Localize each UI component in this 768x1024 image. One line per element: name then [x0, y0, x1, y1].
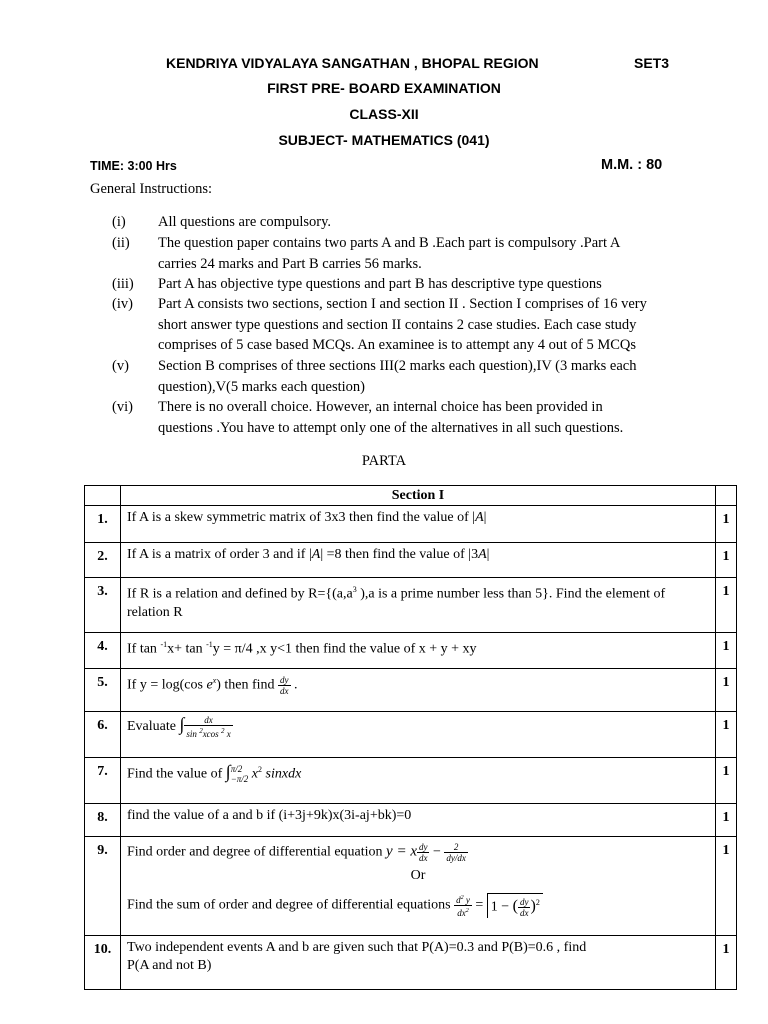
instruction-line: Part A has objective type questions and part B has descriptive type questions [158, 276, 602, 292]
question-number: 6. [85, 712, 121, 758]
time-label: TIME: 3:00 Hrs [90, 159, 177, 173]
question-text: If tan $^{-1}$x+ tan $^{-1}$y = π/4 ,x y<1 then find the value of x + y + xy [121, 633, 716, 669]
question-text: find the value of a and b if (i+3j+9k)x(3i-aj+bk)=0 [121, 804, 716, 837]
or-label: Or [410, 868, 426, 883]
question-number: 1. [85, 506, 121, 543]
question-text: Find the value of ∫ π/2 −π/2 $x^2$ sinxdx [121, 758, 716, 804]
part-title: PARTA [361, 453, 407, 469]
question-number: 4. [85, 633, 121, 669]
instruction-num: (iii) [112, 276, 134, 292]
instructions-title: General Instructions: [90, 181, 213, 197]
table-row [85, 837, 737, 936]
question-marks: 1 [716, 936, 737, 990]
question-number: 3. [85, 578, 121, 633]
org-name: KENDRIYA VIDYALAYA SANGATHAN , BHOPAL REGION [166, 55, 539, 71]
class-label: CLASS-XII [349, 106, 419, 122]
question-number: 2. [85, 543, 121, 578]
instruction-line: The question paper contains two parts A and B .Each part is compulsory .Part A [158, 235, 621, 251]
question-number: 10. [85, 936, 121, 990]
question-number: 7. [85, 758, 121, 804]
fraction: $\frac{2}{dy/dx}$ [446, 842, 466, 863]
question-text: Evaluate ∫ $\frac{dx}{\sin ^2xcos ^2 x}$ [121, 712, 716, 758]
table-row [85, 712, 737, 758]
table-row [85, 543, 737, 578]
instruction-line: short answer type questions and section II contains 2 case studies. Each case study [158, 316, 637, 333]
question-marks: 1 [716, 837, 737, 936]
question-line: P(A and not B) [127, 958, 212, 973]
question-marks: 1 [716, 578, 737, 633]
fraction: $\frac{dy}{dx}$ [280, 674, 289, 696]
set-label: SET3 [634, 55, 670, 71]
fraction: $\frac{dx}{\sin ^2xcos ^2 x}$ [186, 715, 231, 739]
instruction-line: There is no overall choice. However, an internal choice has been provided in [158, 399, 603, 415]
instruction-line: question),V(5 marks each question) [158, 378, 365, 395]
question-text: If y = log(cos $e^x$) then find $\frac{dy}{dx}$ . [121, 669, 716, 712]
question-marks: 1 [716, 633, 737, 669]
fraction: $\frac{d^2 y}{dx^2}$ [456, 895, 470, 918]
max-marks-label: M.M. : 80 [601, 157, 663, 173]
table-row [85, 633, 737, 669]
table-row [85, 936, 737, 990]
fraction: $\frac{dy}{dx}$ [418, 842, 428, 863]
instruction-num: (vi) [112, 399, 133, 415]
instruction-num: (ii) [112, 235, 130, 251]
question-text: If A is a matrix of order 3 and if |A| =8 then find the value of |3A| [121, 543, 716, 578]
table-row [85, 804, 737, 837]
question-number: 8. [85, 804, 121, 837]
question-text: If R is a relation and defined by $R=\{(a,a^3$ ),a is a prime number less than 5}. Find the element of relation R [121, 578, 716, 633]
question-marks: 1 [716, 758, 737, 804]
instruction-line: All questions are compulsory. [158, 214, 332, 230]
table-row [85, 578, 737, 633]
square-root: 1 − ( $\frac{dy}{dx}$ )$^2$ [487, 893, 543, 918]
instruction-num: (v) [112, 358, 129, 374]
table-row [85, 758, 737, 804]
table-row [85, 669, 737, 712]
question-marks: 1 [716, 506, 737, 543]
exam-title: FIRST PRE- BOARD EXAMINATION [267, 80, 501, 96]
instruction-num: (iv) [112, 296, 133, 312]
question-text: If A is a skew symmetric matrix of 3x3 then find the value of |A| [121, 506, 716, 543]
instruction-line: questions .You have to attempt only one of the alternatives in all such questions. [158, 419, 624, 436]
question-marks: 1 [716, 669, 737, 712]
questions-table [84, 485, 737, 990]
instruction-line: comprises of 5 case based MCQs. An examinee is to attempt any 4 out of 5 MCQs [158, 337, 637, 353]
section-header-row [85, 486, 737, 506]
table-row [85, 506, 737, 543]
instruction-line: Part A consists two sections, section I and section II . Section I comprises of 16 very [158, 296, 647, 312]
subject-label: SUBJECT- MATHEMATICS (041) [278, 132, 490, 148]
question-number: 5. [85, 669, 121, 712]
question-marks: 1 [716, 712, 737, 758]
instruction-line: carries 24 marks and Part B carries 56 marks. [158, 255, 422, 272]
question-marks: 1 [716, 804, 737, 837]
question-marks: 1 [716, 543, 737, 578]
question-line: Two independent events A and b are given such that P(A)=0.3 and P(B)=0.6 , find [127, 940, 587, 955]
instruction-line: Section B comprises of three sections III(2 marks each question),IV (3 marks each [158, 358, 637, 374]
section-title: Section I [121, 486, 716, 506]
question-text: Find order and degree of differential equation y = x $\frac{dy}{dx}$ − $\frac{2}{dy/dx}$ Or Find the sum of order and degree of differential equations $\frac{d^2 y}{dx^2}$ = 1 − ( $\frac{dy}{dx}$ )$^2$ [121, 837, 716, 936]
question-number: 9. [85, 837, 121, 936]
question-text [121, 936, 716, 990]
instruction-num: (i) [112, 214, 126, 230]
